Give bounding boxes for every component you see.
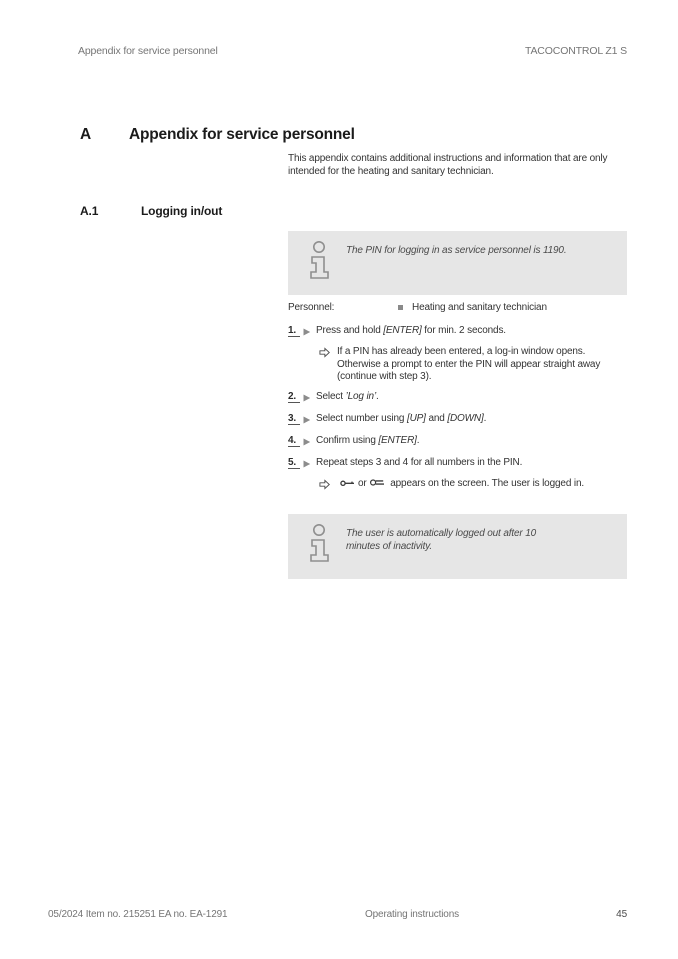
double-key-icon	[370, 479, 385, 490]
outline-arrow-right-icon	[319, 347, 330, 384]
info-box-auto-logout-text: The user is automatically logged out after 10 minutes of inactivity.	[346, 528, 537, 552]
footer-center-text: Operating instructions	[365, 909, 459, 920]
page-header	[78, 45, 627, 57]
step-4	[288, 434, 627, 450]
step-2-number: 2.	[288, 390, 300, 403]
page-number: 45	[616, 909, 627, 920]
info-box-auto-logout	[288, 514, 627, 579]
chapter-intro-paragraph: This appendix contains additional instructions and information that are only intended for the heating and sanitary technician.	[288, 153, 608, 177]
info-box-pin-text: The PIN for logging in as service personnel is 1190.	[346, 245, 567, 256]
chapter-title: Appendix for service personnel	[129, 126, 355, 143]
step-2-text: Select ’Log in’.	[316, 390, 379, 402]
step-3-number: 3.	[288, 412, 300, 425]
chapter-number: A	[80, 126, 91, 143]
chapter-heading	[80, 126, 627, 144]
step-3	[288, 412, 627, 428]
personnel-label: Personnel:	[288, 302, 335, 313]
personnel-value: Heating and sanitary technician	[412, 302, 547, 313]
personnel-row	[288, 302, 627, 313]
section-number: A.1	[80, 204, 99, 218]
triangle-right-icon	[303, 437, 311, 450]
result-after-step-1	[319, 346, 627, 384]
info-i-icon	[305, 240, 335, 289]
step-5-number: 5.	[288, 456, 300, 469]
step-1-text: Press and hold [ENTER] for min. 2 seconds.	[316, 325, 506, 336]
triangle-right-icon	[303, 327, 311, 340]
step-2	[288, 390, 627, 406]
step-3-text: Select number using [UP] and [DOWN].	[316, 412, 487, 424]
step-1	[288, 324, 627, 340]
key-icon	[340, 479, 355, 490]
page-footer	[48, 909, 627, 920]
section-title: Logging in/out	[141, 204, 223, 218]
triangle-right-icon	[303, 393, 311, 406]
step-4-number: 4.	[288, 434, 300, 447]
triangle-right-icon	[303, 459, 311, 472]
info-box-pin	[288, 231, 627, 295]
info-i-icon	[305, 523, 335, 572]
triangle-right-icon	[303, 415, 311, 428]
step-5	[288, 456, 627, 472]
outline-arrow-right-icon	[319, 479, 330, 495]
step-4-text: Confirm using [ENTER].	[316, 434, 420, 446]
header-left-text: Appendix for service personnel	[78, 45, 218, 57]
section-heading	[80, 204, 627, 218]
result-after-step-5-text: or appears on the screen. The user is logged in.	[337, 478, 627, 495]
header-right-text: TACOCONTROL Z1 S	[524, 45, 627, 57]
result-after-step-5	[319, 478, 627, 495]
square-bullet-icon	[398, 305, 403, 310]
step-1-number: 1.	[288, 324, 300, 337]
instruction-steps	[288, 324, 627, 500]
footer-left-text: 05/2024 Item no. 215251 EA no. EA-1291	[48, 909, 228, 920]
step-5-text: Repeat steps 3 and 4 for all numbers in the PIN.	[316, 456, 523, 468]
result-after-step-1-text: If a PIN has already been entered, a log-in window opens. Otherwise a prompt to enter the PIN will appear straight away (continue with step 3).	[337, 346, 601, 382]
